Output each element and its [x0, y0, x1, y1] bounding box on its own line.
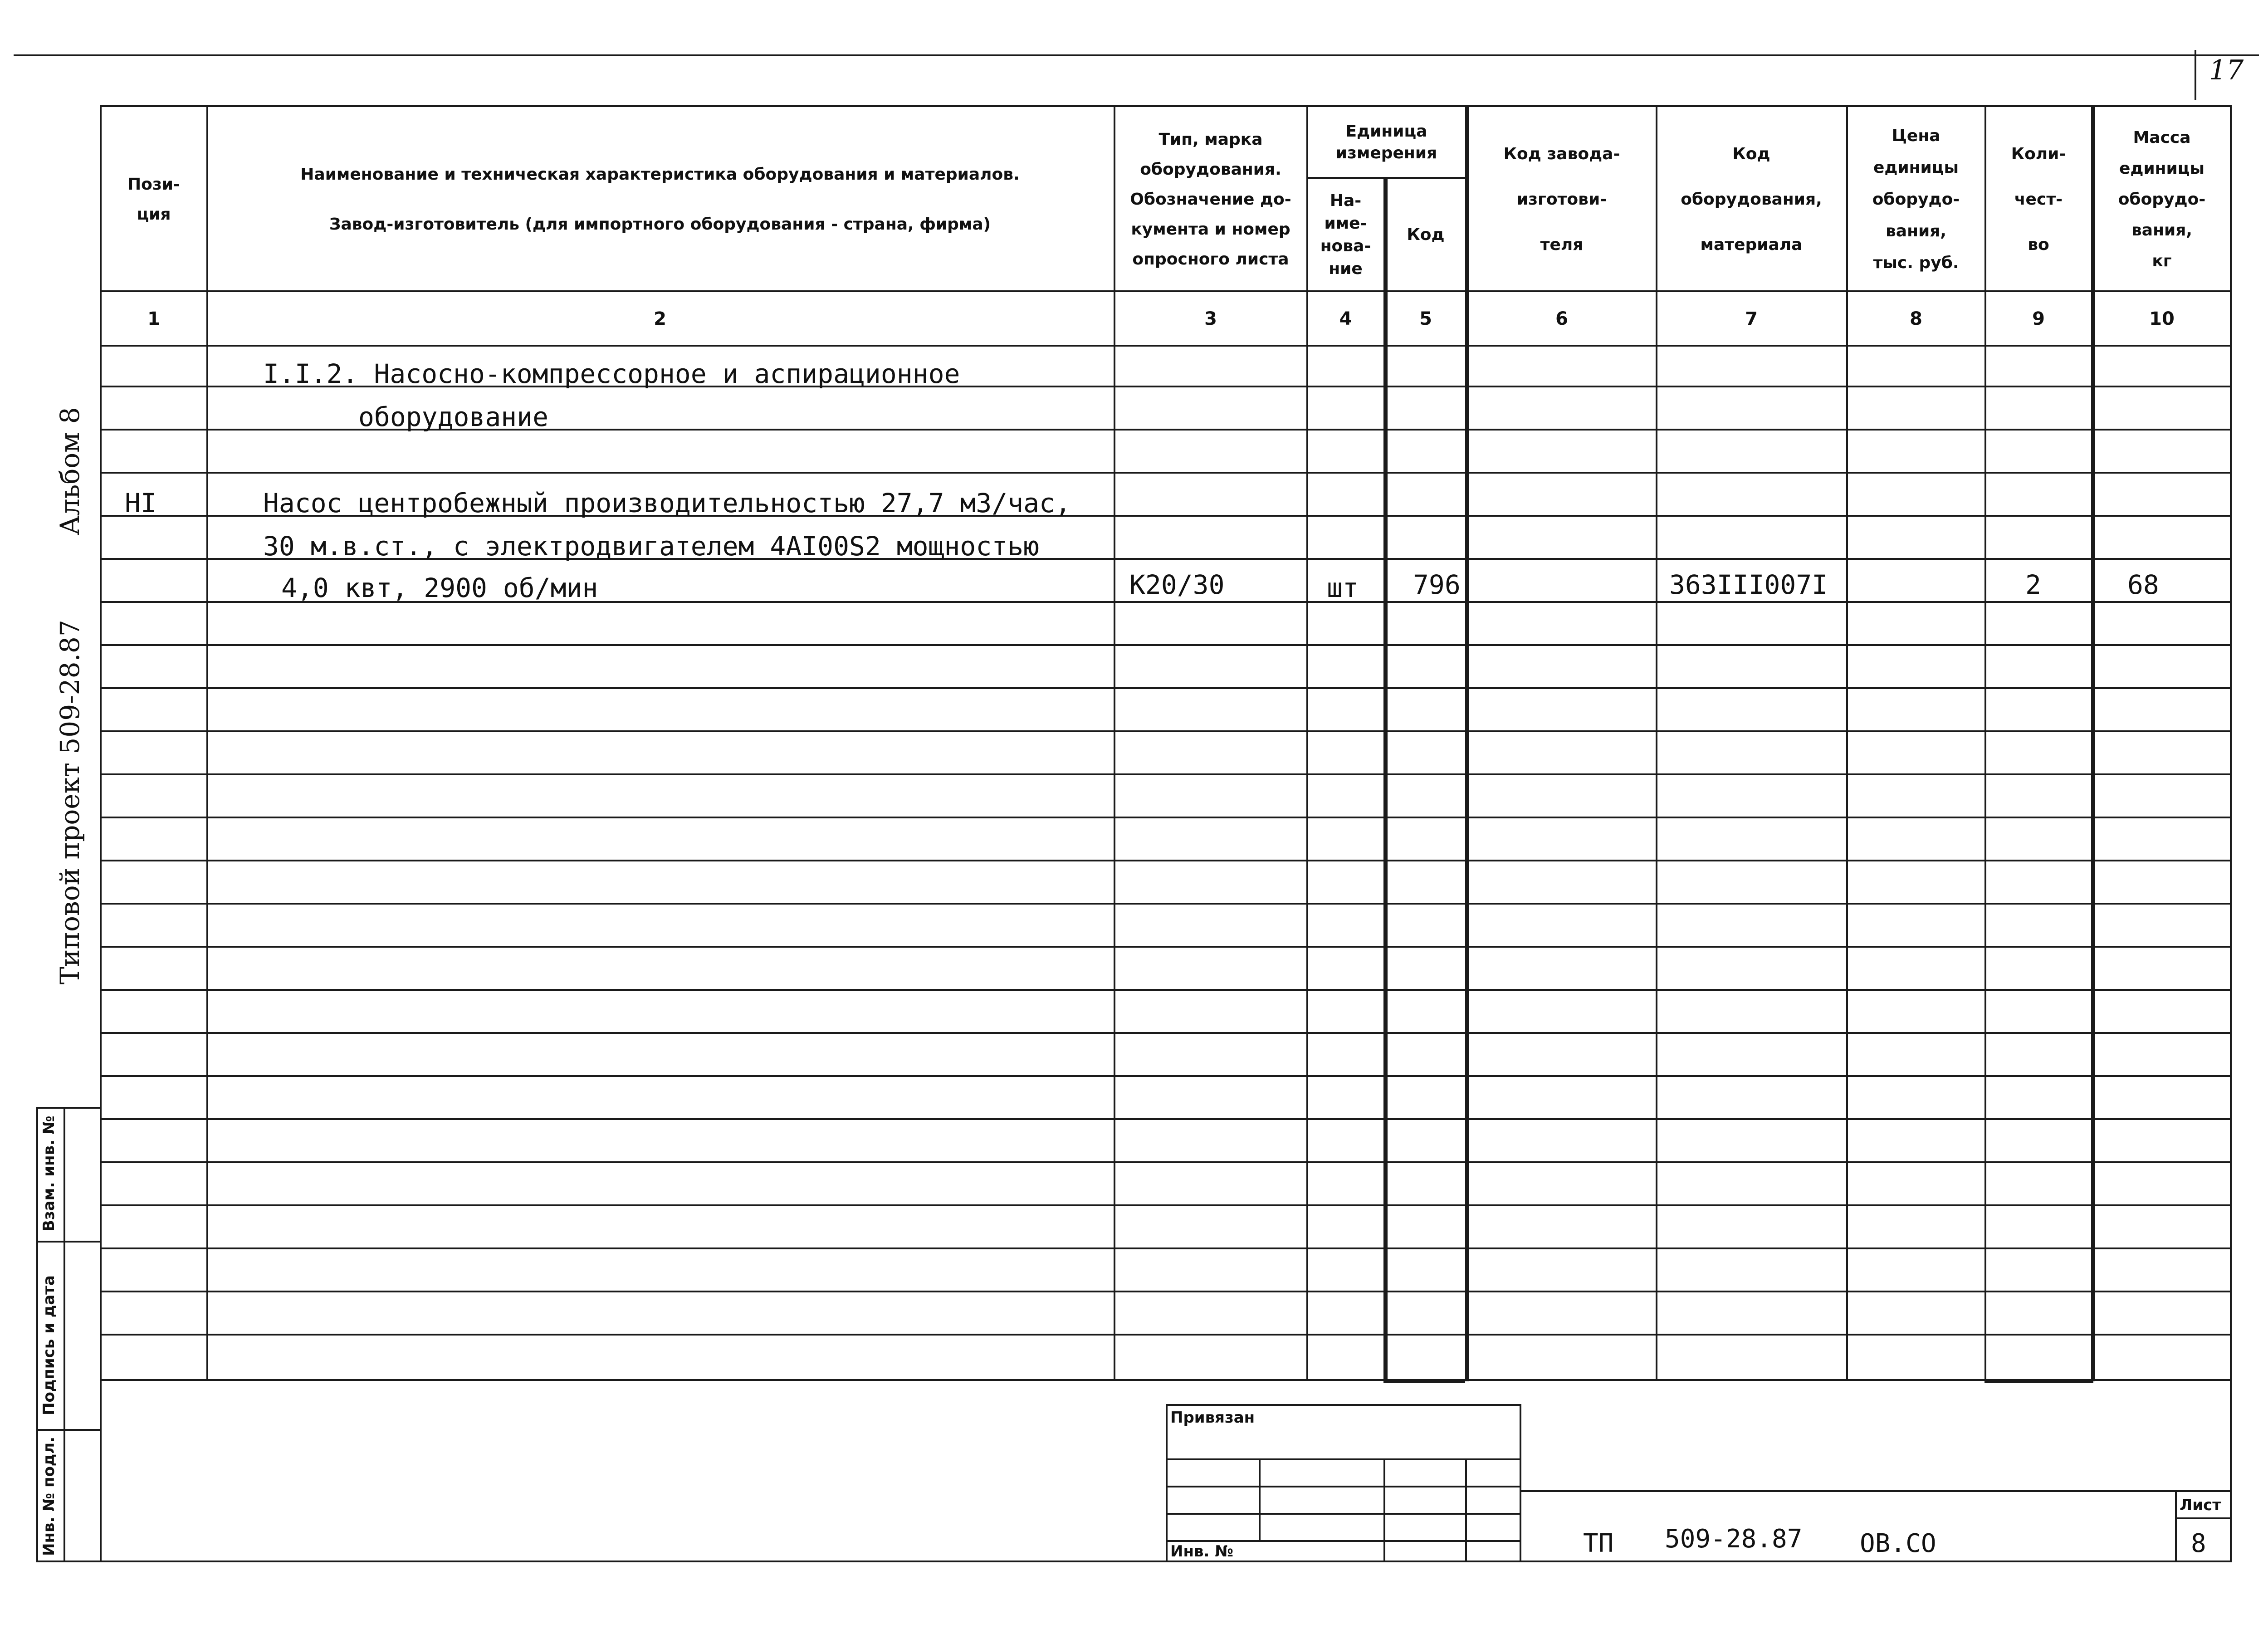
- stamp-col-line: [1465, 1458, 1467, 1561]
- row-line: [100, 1118, 2232, 1120]
- col-number-5: 5: [1419, 308, 1432, 329]
- header-type: Тип, марка оборудования. Обозначение до- кумента и номер опросного листа: [1130, 130, 1291, 269]
- stamp-privyazan-label: Привязан: [1170, 1409, 1255, 1427]
- row-line: [100, 1204, 2232, 1206]
- row-line: [100, 860, 2232, 861]
- row-line: [100, 1032, 2232, 1034]
- side-table-divider: [36, 1241, 101, 1243]
- side-table-left: [36, 1107, 38, 1561]
- row-line: [100, 1248, 2232, 1249]
- table-bottom: [100, 1379, 2232, 1381]
- page-number-divider: [2195, 50, 2196, 100]
- side-table-divider: [36, 1429, 101, 1431]
- code-prefix: ТП: [1583, 1529, 1614, 1558]
- header-name-line1: Наименование и техническая характеристика оборудования и материалов.: [300, 165, 1020, 184]
- side-table-top: [36, 1107, 101, 1109]
- row-line: [100, 773, 2232, 775]
- row-line: [100, 472, 2232, 474]
- col-line-6: [1465, 105, 1469, 1381]
- top-border: [14, 54, 2259, 56]
- col-number-2: 2: [654, 308, 666, 329]
- header-quantity: Коли- чест- во: [2011, 145, 2066, 254]
- col-line-4: [1306, 105, 1308, 1380]
- header-equipment-code: Код оборудования, материала: [1681, 145, 1822, 254]
- stamp-right: [1520, 1404, 1521, 1561]
- page-number: 17: [2209, 54, 2244, 86]
- description-line3: 4,0 квт, 2900 об/мин: [281, 572, 598, 603]
- side-album-label: Альбом 8: [54, 407, 85, 535]
- title-block-top: [1520, 1490, 2232, 1492]
- col-number-9: 9: [2032, 308, 2045, 329]
- col-line-9: [1984, 105, 1986, 1380]
- numbers-bottom: [100, 345, 2232, 347]
- col-line-3: [1114, 105, 1115, 1380]
- description-line1: Насос центробежный производительностью 27,7 м3/час,: [263, 488, 1071, 519]
- header-factory-code: Код завода- изготови- теля: [1503, 145, 1620, 254]
- frame-top: [100, 105, 2232, 107]
- col-number-6: 6: [1555, 308, 1568, 329]
- row-line: [100, 644, 2232, 646]
- col-number-8: 8: [1910, 308, 1922, 329]
- side-vzam-label: Взам. инв. №: [40, 1115, 58, 1232]
- sheet-box-left: [2175, 1490, 2177, 1561]
- unit-code-cell: 796: [1413, 569, 1461, 600]
- row-line: [100, 1291, 2232, 1292]
- stamp-inv-label: Инв. №: [1170, 1542, 1234, 1561]
- mass-cell: 68: [2127, 569, 2159, 600]
- sheet-box-divider: [2175, 1517, 2232, 1519]
- code-number: 509-28.87: [1665, 1524, 1803, 1554]
- row-line: [100, 730, 2232, 732]
- header-bottom: [100, 290, 2232, 292]
- header-unit-name: На- име- нова- ние: [1320, 191, 1371, 278]
- sheet-number: 8: [2191, 1529, 2206, 1558]
- stamp-top: [1166, 1404, 1520, 1406]
- row-line: [100, 1334, 2232, 1336]
- header-unit-group: Единица измерения: [1335, 122, 1437, 162]
- unit-name-cell: шт: [1327, 572, 1359, 603]
- col-number-3: 3: [1204, 308, 1217, 329]
- row-line: [100, 903, 2232, 905]
- side-table-mid: [64, 1107, 65, 1561]
- description-line2: 30 м.в.ст., с электродвигателем 4АI00S2 мощностью: [263, 531, 1040, 562]
- col-number-4: 4: [1339, 308, 1352, 329]
- type-cell: К20/30: [1129, 569, 1225, 600]
- side-inv-label: Инв. № подл.: [40, 1436, 58, 1556]
- row-line: [100, 1075, 2232, 1077]
- col-line-5: [1383, 177, 1388, 1381]
- col-line-8: [1846, 105, 1848, 1380]
- col-number-1: 1: [147, 308, 160, 329]
- thick-bottom-10: [1984, 1379, 2093, 1383]
- row-line: [100, 1161, 2232, 1163]
- header-unit-code: Код: [1407, 225, 1445, 244]
- header-name: [209, 109, 1111, 290]
- row-line: [100, 817, 2232, 818]
- section-title-line1: I.I.2. Насосно-компрессорное и аспирационное: [263, 358, 960, 389]
- stamp-col-line: [1259, 1458, 1261, 1540]
- stamp-left: [1166, 1404, 1168, 1561]
- frame-left: [100, 105, 102, 1561]
- code-suffix: ОВ.СО: [1860, 1529, 1936, 1558]
- header-position: Пози- ция: [127, 175, 180, 224]
- col-number-7: 7: [1745, 308, 1758, 329]
- quantity-cell: 2: [2025, 569, 2041, 600]
- equipment-code-cell: 363III007I: [1669, 569, 1828, 600]
- col-line-2: [206, 105, 208, 1380]
- section-title-line2: оборудование: [358, 401, 549, 432]
- thick-bottom-5: [1383, 1379, 1465, 1383]
- position-cell: HI: [125, 488, 156, 519]
- stamp-col-line: [1383, 1458, 1385, 1561]
- header-price: Цена единицы оборудо- вания, тыс. руб.: [1872, 127, 1960, 272]
- row-line: [100, 989, 2232, 991]
- frame-bottom: [36, 1561, 2232, 1562]
- row-line: [100, 687, 2232, 689]
- header-name-line2: Завод-изготовитель (для импортного оборудования - страна, фирма): [329, 215, 991, 234]
- header-mass: Масса единицы оборудо- вания, кг: [2118, 128, 2206, 270]
- side-podpis-label: Подпись и дата: [40, 1275, 58, 1415]
- frame-right: [2230, 105, 2232, 1561]
- col-line-7: [1656, 105, 1657, 1380]
- row-line: [100, 946, 2232, 948]
- sheet-label: Лист: [2180, 1496, 2221, 1514]
- col-number-10: 10: [2149, 308, 2175, 329]
- side-project-label: Типовой проект 509-28.87: [54, 620, 85, 984]
- col-line-10: [2091, 105, 2095, 1381]
